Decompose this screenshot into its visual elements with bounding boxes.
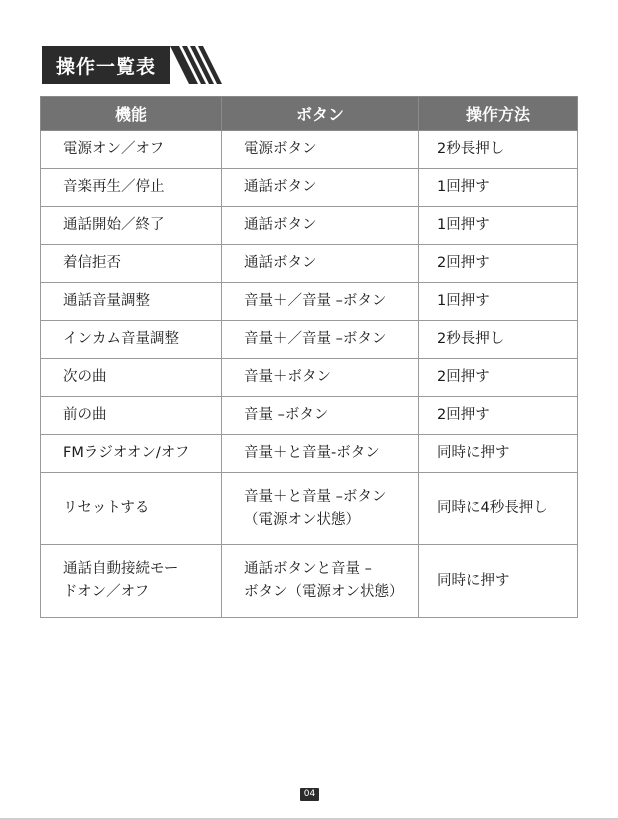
cell-button: 音量＋ボタン: [222, 359, 419, 397]
cell-button: 通話ボタン: [222, 169, 419, 207]
cell-button-line: 音量＋と音量 –ボタン: [244, 488, 387, 505]
cell-function: 音楽再生／停止: [41, 169, 222, 207]
cell-function: 着信拒否: [41, 245, 222, 283]
header-button: ボタン: [222, 97, 419, 131]
cell-operation: 1回押す: [419, 207, 578, 245]
cell-button: [222, 473, 419, 545]
section-title-banner: [42, 46, 222, 84]
cell-operation: 同時に4秒長押し: [419, 473, 578, 545]
header-operation: 操作方法: [419, 97, 578, 131]
table-row: [41, 283, 578, 321]
table-row: [41, 545, 578, 618]
table-row: [41, 207, 578, 245]
cell-button-line: 通話ボタンと音量 –: [244, 561, 372, 577]
table-row: [41, 321, 578, 359]
cell-button: 電源ボタン: [222, 131, 419, 169]
cell-button: [222, 545, 419, 618]
cell-button: 音量 –ボタン: [222, 397, 419, 435]
cell-function: 通話音量調整: [41, 283, 222, 321]
cell-operation: 2秒長押し: [419, 321, 578, 359]
cell-operation: 同時に押す: [419, 545, 578, 618]
cell-operation: 同時に押す: [419, 435, 578, 473]
cell-button-line: （電源オン状態）: [244, 511, 360, 528]
cell-operation: 2秒長押し: [419, 131, 578, 169]
cell-operation: 1回押す: [419, 169, 578, 207]
cell-function-line: ドオン／オフ: [63, 584, 150, 600]
cell-button: 通話ボタン: [222, 245, 419, 283]
table-row: [41, 169, 578, 207]
cell-function: 前の曲: [41, 397, 222, 435]
operations-table: [40, 96, 578, 618]
cell-button: 音量＋と音量-ボタン: [222, 435, 419, 473]
cell-button-line: ボタン（電源オン状態）: [244, 584, 404, 600]
table-row: [41, 131, 578, 169]
table-header-row: [41, 97, 578, 131]
cell-operation: 1回押す: [419, 283, 578, 321]
cell-operation: 2回押す: [419, 397, 578, 435]
cell-operation: 2回押す: [419, 359, 578, 397]
cell-function: [41, 545, 222, 618]
cell-function: 通話開始／終了: [41, 207, 222, 245]
cell-function: FMラジオオン/オフ: [41, 435, 222, 473]
diagonal-stripes-decoration: [170, 46, 222, 84]
table-row: [41, 359, 578, 397]
table-row: [41, 435, 578, 473]
cell-operation: 2回押す: [419, 245, 578, 283]
cell-button: 音量＋／音量 –ボタン: [222, 321, 419, 359]
cell-function: インカム音量調整: [41, 321, 222, 359]
cell-button: 音量＋／音量 –ボタン: [222, 283, 419, 321]
cell-button: 通話ボタン: [222, 207, 419, 245]
cell-function: リセットする: [41, 473, 222, 545]
header-function: 機能: [41, 97, 222, 131]
section-title: 操作一覧表: [42, 46, 170, 84]
table-row: [41, 473, 578, 545]
table-row: [41, 245, 578, 283]
cell-function: 電源オン／オフ: [41, 131, 222, 169]
table-row: [41, 397, 578, 435]
cell-function-line: 通話自動接続モー: [63, 561, 179, 577]
page-number: 04: [300, 788, 319, 801]
cell-function: 次の曲: [41, 359, 222, 397]
